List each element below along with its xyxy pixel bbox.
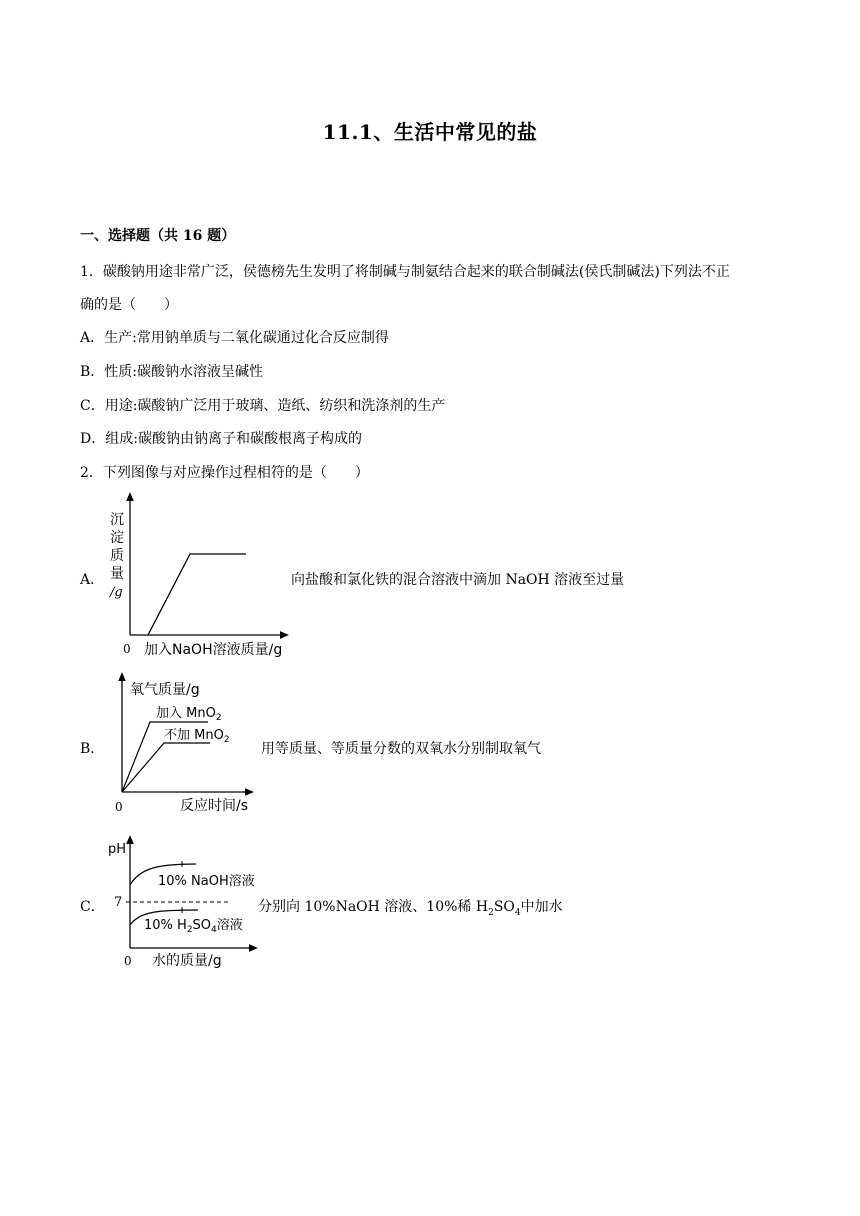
q2-option-c-letter: C．: [80, 899, 105, 915]
graph-a-ylabel-2: 淀: [110, 530, 124, 546]
graph-a-ylabel-1: 沉: [110, 512, 124, 528]
graph-b-xlabel: 反应时间/s: [180, 798, 249, 814]
graph-a-ylabel-unit: /g: [110, 585, 123, 600]
q2-option-c-desc: 分别向 10%NaOH 溶液、10%稀 $H_2SO_4$中加水: [258, 899, 563, 918]
graph-b-label-lower: 不加 MnO$_2$: [164, 728, 230, 745]
q2-option-b-letter: B．: [80, 741, 105, 757]
q2-option-b-desc: 用等质量、等质量分数的双氧水分别制取氧气: [261, 741, 541, 757]
q1-stem-line2: 确的是（ ）: [80, 297, 178, 313]
q1-option-b: B．性质:碳酸钠水溶液呈碱性: [80, 364, 264, 380]
graph-b-curve-without-catalyst: [122, 743, 210, 792]
graph-b-origin: 0: [115, 800, 123, 814]
q2-option-a-desc: 向盐酸和氯化铁的混合溶液中滴加 NaOH 溶液至过量: [291, 572, 625, 588]
graph-a-origin: 0: [123, 642, 131, 656]
graph-c-xlabel: 水的质量/g: [152, 953, 222, 969]
page-title: 11.1、生活中常见的盐: [322, 120, 538, 144]
graph-a-curve: [148, 554, 246, 635]
q1-option-a: A．生产:常用钠单质与二氧化碳通过化合反应制得: [80, 330, 389, 346]
graph-a-xlabel: 加入NaOH溶液质量/g: [144, 642, 283, 658]
graph-b: [100, 672, 260, 820]
section-heading: 一、选择题（共 16 题）: [80, 228, 236, 244]
graph-c-label-lower: 10% $H_2SO_4$溶液: [144, 918, 243, 935]
graph-c-origin: 0: [124, 954, 132, 968]
graph-c-label-upper: 10% NaOH溶液: [158, 874, 255, 889]
q2-stem: 2．下列图像与对应操作过程相符的是（ ）: [80, 465, 369, 481]
graph-a-ylabel-4: 量: [110, 566, 124, 582]
graph-a: [100, 490, 300, 665]
graph-c-ylabel: pH: [108, 842, 127, 857]
graph-b-label-upper: 加入 MnO$_2$: [156, 706, 222, 723]
graph-b-ylabel: 氧气质量/g: [130, 682, 200, 698]
graph-c: [100, 833, 262, 973]
q1-stem-line1: 1．碳酸钠用途非常广泛，侯德榜先生发明了将制碱与制氨结合起来的联合制碱法(侯氏制碱法)下列法不正: [80, 264, 730, 280]
q1-option-c: C．用途:碳酸钠广泛用于玻璃、造纸、纺织和洗涤剂的生产: [80, 398, 446, 414]
q1-option-d: D．组成:碳酸钠由钠离子和碳酸根离子构成的: [80, 431, 362, 447]
graph-a-ylabel-3: 质: [110, 548, 124, 564]
graph-c-seven: 7: [114, 895, 123, 910]
q2-option-a-letter: A．: [80, 572, 105, 588]
